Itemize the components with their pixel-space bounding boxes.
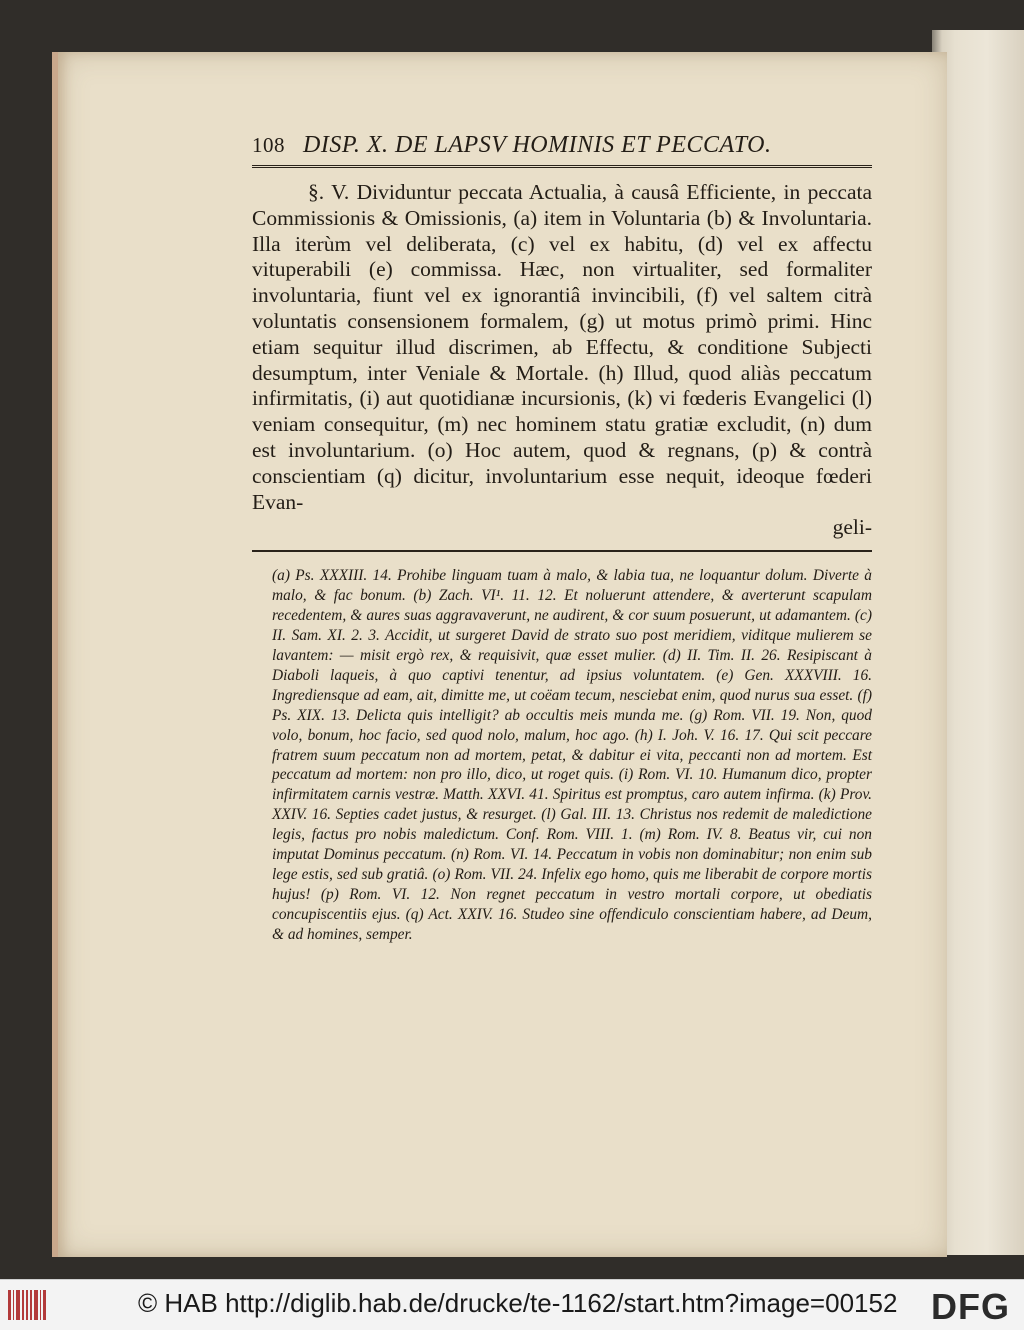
footnote-separator-rule: [252, 550, 872, 552]
running-head: [252, 132, 872, 168]
dfg-logo: DFG: [931, 1286, 1010, 1327]
footnotes-block: (a) Ps. XXXIII. 14. Prohibe linguam tuam à malo, & labia tua, ne loquantur dolum. Diverte à malo, & fac bonum. (b) Zach. VI¹. 11. 12. Et noluerunt attendere, & averterunt scapulam recedentem, & aures suas aggravaverunt, ne audirent, & cor suum posuerunt, ut adamantem. (c) II. Sam. XI. 2. 3. Accidit, ut surgeret David de strato suo post meridiem, viditque mulierem se lavantem: — misit ergò rex, & requisivit, quæ esset mulier. (d) II. Tim. II. 26. Resipiscant à Diaboli laqueis, à quo captivi tenentur, ad ipsius voluntatem. (e) Gen. XXXVIII. 16. Ingrediensque ad eam, ait, dimitte me, ut coëam tecum, nesciebat enim, quod nurus sua esset. (f) Ps. XIX. 13. Delicta quis intelligit? ab occultis meis munda me. (g) Rom. VII. 19. Non, quod volo, bonum, hoc facio, sed quod nolo, malum, hoc ago. (h) I. Joh. V. 16. 17. Qui scit peccare fratrem suum peccatum non ad mortem, petat, & dabitur ei vita, peccanti non ad mortem. Est peccatum ad mortem: non pro illo, dico, ut roget quis. (i) Rom. VI. 10. Humanum dico, propter infirmitatem carnis vestræ. Matth. XXVI. 41. Spiritus est promptus, caro autem infirma. (k) Prov. XXIV. 16. Septies cadet justus, & resurget. (l) Gal. III. 13. Christus nos redemit de maledictione legis, factus pro nobis maledictum. Conf. Rom. VIII. 1. (m) Rom. IV. 8. Beatus vir, cui non imputat Dominus peccatum. (n) Rom. VI. 14. Peccatum in vobis non dominabitur; non enim sub lege estis, sed sub gratiâ. (o) Rom. VII. 24. Infelix ego homo, quis me liberabit de corpore mortis hujus! (p) Rom. VI. 12. Non regnet peccatum in vestro mortali corpore, ut obediatis concupiscentiis ejus. (q) Act. XXIV. 16. Studeo sine offendiculo conscientiam habere, ad Deum, & ad homines, semper.: [272, 567, 872, 943]
copyright-link[interactable]: © HAB http://diglib.hab.de/drucke/te-1162/start.htm?image=00152: [138, 1288, 898, 1318]
book-page: [52, 52, 947, 1257]
page-content: [252, 132, 872, 945]
catchword: geli-: [832, 515, 872, 540]
viewer-footer-bar: [0, 1279, 1024, 1330]
main-paragraph: §. V. Dividuntur peccata Actualia, à causâ Efficiente, in peccata Commissionis & Omissionis, (a) item in Voluntaria (b) & Involuntaria. Illa iterùm vel deliberata, (c) vel ex habitu, (d) vel ex affectu vituperabili (e) commissa. Hæc, non virtualiter, sed formaliter involuntaria, fiunt vel ex ignorantiâ invincibili, (f) vel saltem citrà voluntatis consensionem formalem, (g) ut motus primò primi. Hinc etiam sequitur illud discrimen, ab Effectu, & conditione Subjecti desumptum, inter Veniale & Mortale. (h) Illud, quod aliàs peccatum infirmitatis, (i) aut quotidianæ incursionis, (k) vi fœderis Evangelici (l) veniam consequitur, (m) nec hominem statu gratiæ excludit, (n) dum est involuntarium. (o) Hoc autem, quod & regnans, (p) & contrà conscientiam (q) dicitur, involuntarium esse nequit, ideoque fœderi Evan-: [252, 180, 872, 514]
page-number: 108: [252, 133, 285, 157]
barcode-logo-icon: [8, 1290, 46, 1320]
running-head-title: DISP. X. DE LAPSV HOMINIS ET PECCATO.: [303, 132, 772, 158]
